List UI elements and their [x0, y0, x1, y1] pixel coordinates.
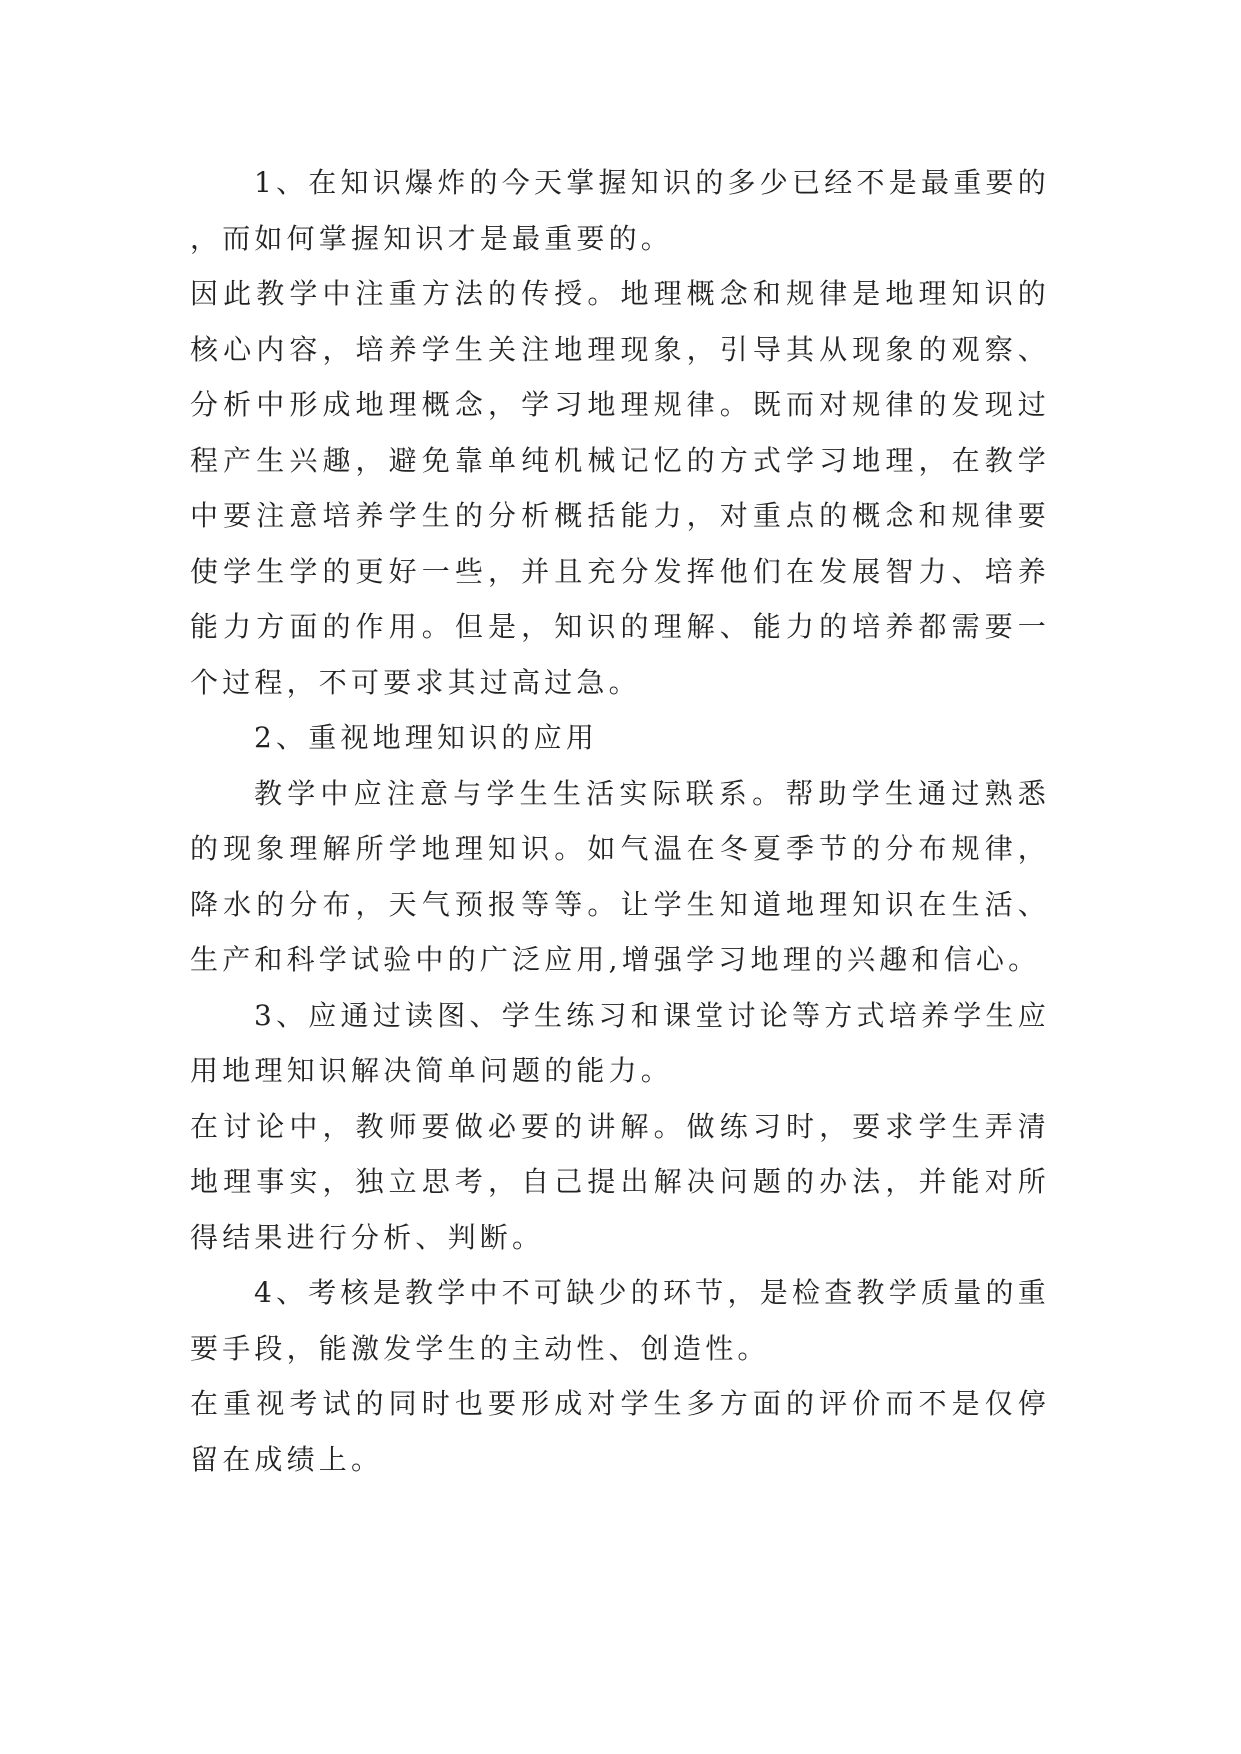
paragraph-5: 3、应通过读图、学生练习和课堂讨论等方式培养学生应用地理知识解决简单问题的能力。	[190, 998, 1050, 1087]
paragraph-6: 在讨论中，教师要做必要的讲解。做练习时，要求学生弄清地理事实，独立思考，自己提出解决问题的办法，并能对所得结果进行分析、判断。	[190, 1109, 1050, 1254]
document-body	[190, 155, 1050, 1487]
paragraph-8: 在重视考试的同时也要形成对学生多方面的评价而不是仅停留在成绩上。	[190, 1387, 1050, 1476]
paragraph-2: 因此教学中注重方法的传授。地理概念和规律是地理知识的核心内容，培养学生关注地理现象，引导其从现象的观察、分析中形成地理概念，学习地理规律。既而对规律的发现过程产生兴趣，避免靠单纯机械记忆的方式学习地理，在教学中要注意培养学生的分析概括能力，对重点的概念和规律要使学生学的更好一些，并且充分发挥他们在发展智力、培养能力方面的作用。但是，知识的理解、能力的培养都需要一个过程，不可要求其过高过急。	[190, 277, 1050, 699]
paragraph-3: 2、重视地理知识的应用	[254, 721, 599, 754]
paragraph-4: 教学中应注意与学生生活实际联系。帮助学生通过熟悉的现象理解所学地理知识。如气温在冬夏季节的分布规律，降水的分布，天气预报等等。让学生知道地理知识在生活、生产和科学试验中的广泛应用,增强学习地理的兴趣和信心。	[190, 776, 1050, 976]
paragraph-1: 1、在知识爆炸的今天掌握知识的多少已经不是最重要的，而如何掌握知识才是最重要的。	[190, 166, 1050, 255]
paragraph-7: 4、考核是教学中不可缺少的环节，是检查教学质量的重要手段，能激发学生的主动性、创造性。	[190, 1276, 1050, 1365]
